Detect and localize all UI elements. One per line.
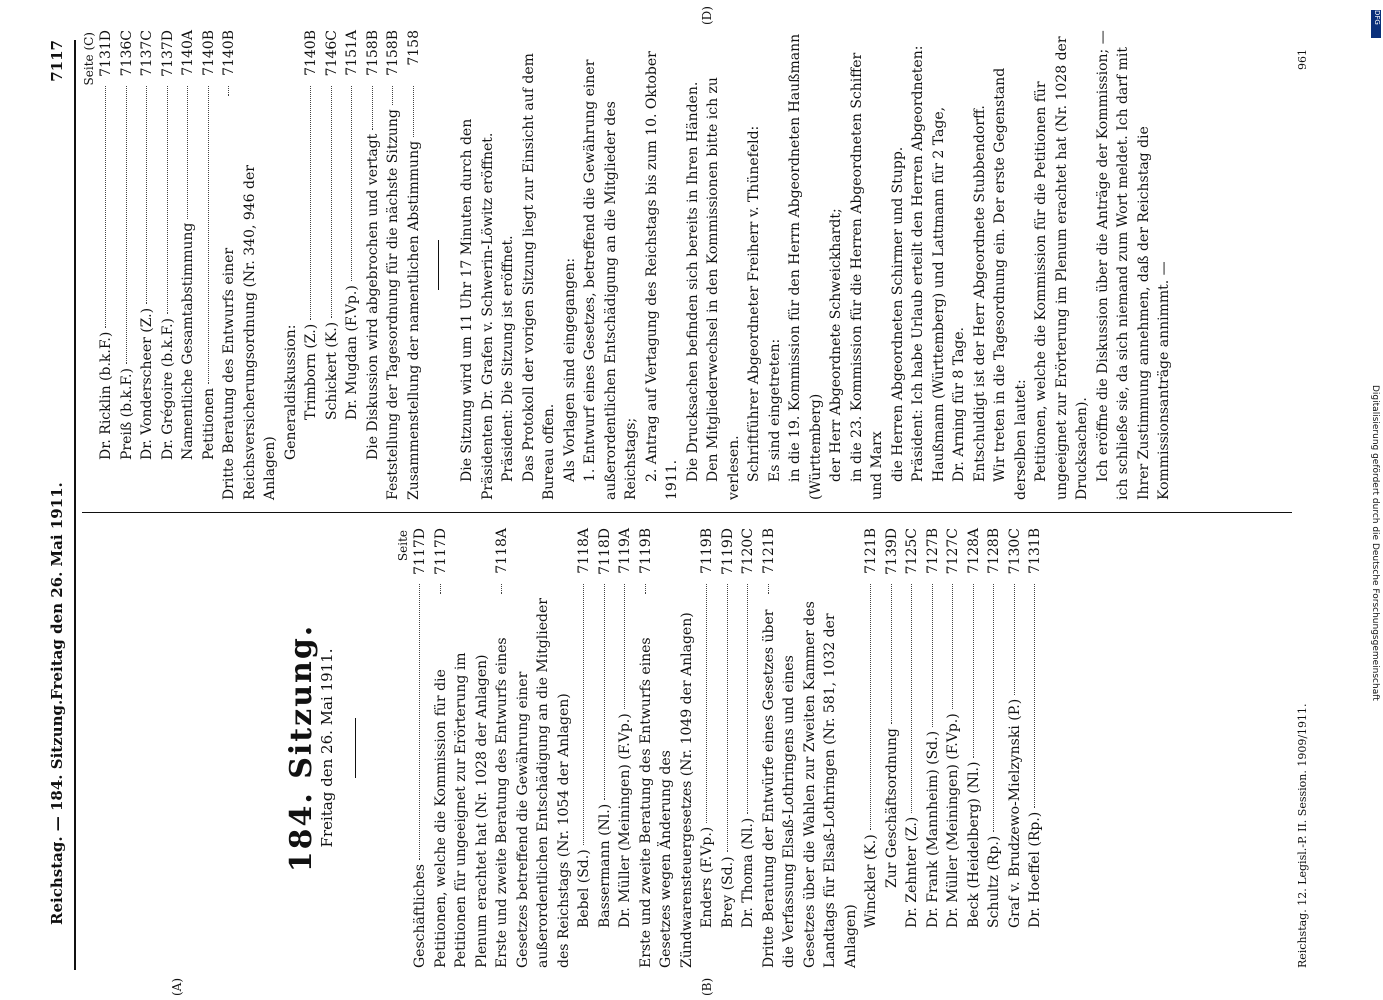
- proceedings-paragraph: Wir treten in die Tagesordnung ein. Der erste Gegenstand derselben lautet:: [992, 67, 1029, 500]
- section-rule: [438, 240, 439, 290]
- toc-entry: [574, 528, 595, 968]
- toc-entry-text: Enders (F.Vp.): [699, 826, 715, 928]
- toc-entry-text: Bassermann (Nl.): [596, 803, 613, 928]
- toc-entry-page: 7121B: [760, 528, 777, 574]
- right-column: [82, 30, 1175, 500]
- dot-leader: [392, 86, 393, 105]
- toc-entry-page: 7137C: [139, 30, 155, 77]
- toc-entry-page: 7117D: [432, 528, 449, 575]
- toc-entry: [943, 528, 964, 968]
- toc-entry: [636, 528, 698, 968]
- toc-entry-text: Schickert (K.): [323, 321, 340, 420]
- toc-entry-page: 7120C: [740, 528, 756, 575]
- proceedings-paragraph: die Herren Abgeordneten Schirmer und Stupp.: [889, 146, 906, 482]
- toc-entry-page: 7139D: [883, 528, 900, 575]
- dot-leader: [768, 584, 769, 594]
- toc-entry-text: Generaldiskussion:: [282, 324, 299, 460]
- proceedings-paragraph: Den Mitgliederwechsel in den Kommissionen bitte ich zu verlesen.: [705, 77, 742, 500]
- toc-entry: [882, 528, 903, 968]
- toc-entry-page: 7130C: [1006, 528, 1023, 575]
- dot-leader: [747, 584, 748, 814]
- dfg-credit-text: Digitalisierung gefördert durch die Deutsche Forschungsgemeinschaft: [1370, 385, 1380, 701]
- toc-entry-page: 7121B: [863, 528, 879, 574]
- toc-entry-page: 7119D: [719, 528, 736, 575]
- toc-entry-text: Preiß (b.k.F.): [118, 368, 135, 460]
- dot-leader: [146, 86, 147, 304]
- toc-entry-page: 7140B: [200, 30, 217, 76]
- toc-entry: [199, 30, 220, 500]
- dot-leader: [167, 86, 168, 314]
- proceedings-paragraph: der Herr Abgeordnete Schweickhardt;: [828, 208, 844, 482]
- dot-leader: [1034, 584, 1035, 808]
- toc-entry-page: 7131B: [1027, 528, 1043, 574]
- toc-entry-text: Die Diskussion wird abgebrochen und vertagt: [364, 133, 381, 460]
- proceedings-paragraph: Petitionen, welche die Kommission für die Petitionen für ungeeignet zur Erörterung im Plenum erachtet hat (Nr. 1028 der Drucksachen).: [1033, 36, 1090, 500]
- toc-entry-text: Schultz (Rp.): [986, 835, 1002, 928]
- dot-leader: [1014, 584, 1015, 695]
- toc-entry-page: 7158: [405, 30, 422, 66]
- toc-entry-page: 7119A: [617, 528, 633, 574]
- proceedings-paragraph: Dr. Arning für 8 Tage.: [951, 327, 967, 482]
- dot-leader: [413, 86, 414, 137]
- dot-leader: [351, 86, 352, 281]
- dot-leader: [501, 584, 502, 594]
- dot-leader: [706, 584, 707, 823]
- proceedings-paragraph: Präsident: Ich habe Urlaub erteilt den Herren Abgeordneten:: [910, 45, 926, 482]
- table-of-contents-right: [96, 30, 424, 500]
- proceedings-paragraph: Die Sitzung wird um 11 Uhr 17 Minuten durch den Präsidenten Dr. Grafen v. Schwerin-Löwitz eröffnet.: [459, 118, 496, 500]
- dot-leader: [727, 584, 728, 852]
- toc-entry-text: Dr. Grégoire (b.k.F.): [159, 318, 176, 460]
- proceedings-text: [457, 30, 1175, 500]
- toc-entry: [410, 528, 431, 968]
- dot-leader: [604, 584, 605, 800]
- toc-entry: [363, 30, 384, 500]
- header-right: [48, 40, 66, 700]
- toc-entry: [964, 528, 985, 968]
- toc-entry-page: 7118A: [494, 528, 510, 574]
- running-header: [48, 40, 70, 970]
- toc-entry: [219, 30, 281, 500]
- proceedings-paragraph: Ich eröffne die Diskussion über die Anträge der Kommission; — ich schließe sie, da sich niemand zum Wort meldet. Ich darf mit Ihrer Zustimmung annehmen, daß der Reichstag die Kommissionsanträge annimmt. —: [1094, 30, 1172, 500]
- toc-entry-text: Dr. Frank (Mannheim) (Sd.): [924, 730, 941, 928]
- proceedings-paragraph: Schriftführer Abgeordneter Freiherr v. Thünefeld:: [746, 125, 762, 482]
- toc-entry-text: Dr. Ricklin (b.k.F.): [98, 331, 114, 460]
- toc-entry-page: 7118A: [576, 528, 592, 574]
- toc-entry-text: Brey (Sd.): [719, 856, 736, 928]
- dot-leader: [952, 584, 953, 709]
- toc-entry-page: 7127B: [924, 528, 941, 574]
- toc-entry-text: Dr. Vonderscheer (Z.): [139, 307, 155, 460]
- table-of-contents-left: [410, 528, 1046, 968]
- dot-leader: [911, 584, 912, 813]
- toc-entry-page: 7118D: [596, 528, 613, 575]
- toc-entry-page: 7128A: [965, 528, 982, 574]
- toc-entry-text: Zusammenstellung der namentlichen Abstimmung: [405, 140, 422, 500]
- dot-leader: [870, 584, 871, 830]
- toc-entry-text: Feststellung der Tagesordnung für die nächste Sitzung: [385, 109, 401, 500]
- margin-mark-b: (B): [700, 977, 714, 996]
- toc-entry-text: Bebel (Sd.): [576, 849, 592, 928]
- toc-entry-page: 7128B: [986, 528, 1002, 574]
- toc-entry: [697, 528, 718, 968]
- title-rule: [355, 718, 356, 778]
- toc-entry-text: Petitionen, welche die Kommission für die Petitionen für ungeeignet zur Erörterung im Plenum erachtet hat (Nr. 1028 der Anlagen): [432, 652, 490, 968]
- toc-entry: [902, 528, 923, 968]
- header-date: Freitag den 26. Mai 1911.: [48, 482, 66, 700]
- dot-leader: [891, 584, 892, 724]
- toc-entry-page: 7140A: [180, 30, 196, 76]
- margin-mark-d: (D): [700, 6, 714, 25]
- toc-entry: [158, 30, 179, 500]
- toc-entry-page: 7140B: [221, 30, 237, 76]
- proceedings-paragraph: 2. Antrag auf Vertagung des Reichstags bis zum 10. Oktober 1911.: [643, 51, 680, 500]
- toc-entry: [492, 528, 574, 968]
- dot-leader: [105, 86, 106, 328]
- dot-leader: [973, 584, 974, 758]
- toc-entry-text: Trimborn (Z.): [303, 323, 319, 420]
- toc-entry: [759, 528, 862, 968]
- sheet-number: 961: [1296, 49, 1309, 70]
- dot-leader: [126, 86, 127, 364]
- dot-leader: [310, 86, 311, 320]
- toc-entry-text: Dritte Beratung der Entwürfe eines Gesetzes über die Verfassung Elsaß-Lothringens und eines Gesetzes über die Wahlen zur Zweiten Kammer des Landtags für Elsaß-Lothringen (Nr. 581, 1032 der Anlagen): [760, 601, 859, 968]
- column-divider: [82, 512, 1292, 513]
- toc-entry-text: Winckler (K.): [863, 834, 879, 928]
- toc-entry: [1005, 528, 1026, 968]
- dot-leader: [624, 584, 625, 709]
- proceedings-paragraph: 1. Entwurf eines Gesetzes, betreffend die Gewährung einer außerordentlichen Entschädigung an die Mitglieder des Reichstags;: [582, 59, 639, 500]
- toc-entry-text: Dr. Mugdan (F.Vp.): [344, 285, 360, 420]
- toc-entry-page: 7119B: [699, 528, 715, 574]
- toc-entry-text: Erste und zweite Beratung des Entwurfs eines Gesetzes wegen Änderung des Zündwarensteuergesetzes (Nr. 1049 der Anlagen): [637, 612, 695, 968]
- toc-entry: [923, 528, 944, 968]
- toc-entry-page: 7119B: [637, 528, 654, 574]
- toc-entry-text: Dr. Müller (Meiningen) (F.Vp.): [617, 713, 633, 928]
- margin-mark-a: (A): [170, 977, 184, 996]
- proceedings-paragraph: Präsident: Die Sitzung ist eröffnet.: [500, 235, 516, 482]
- toc-entry: [595, 528, 616, 968]
- toc-entry: [431, 528, 493, 968]
- proceedings-paragraph: Das Protokoll der vorigen Sitzung liegt zur Einsicht auf dem Bureau offen.: [520, 53, 557, 500]
- toc-entry-text: Dr. Hoeffel (Rp.): [1027, 811, 1043, 928]
- proceedings-paragraph: Entschuldigt ist der Herr Abgeordnete Stubbendorff.: [971, 105, 988, 482]
- toc-entry: [404, 30, 425, 500]
- toc-entry-text: Graf v. Brudzewo-Mielzynski (P.): [1006, 698, 1023, 928]
- toc-entry-page: 7136C: [118, 30, 135, 77]
- session-date: Freitag den 26. Mai 1911.: [317, 648, 336, 848]
- proceedings-paragraph: Haußmann (Württemberg) und Lattmann für 2 Tage,: [930, 106, 947, 482]
- toc-entry-text: Zur Geschäftsordnung: [883, 728, 900, 888]
- proceedings-paragraph: in die 23. Kommission für die Herren Abgeordneten Schiffer und Marx: [848, 52, 885, 500]
- dot-leader: [993, 584, 994, 832]
- right-seite-label: Seite (C): [82, 32, 96, 86]
- toc-entry: [984, 528, 1005, 968]
- toc-entry: [117, 30, 138, 500]
- toc-entry: [178, 30, 199, 500]
- toc-entry-page: 7117D: [412, 528, 428, 575]
- header-page-number: 7117: [48, 40, 66, 82]
- toc-entry-text: Petitionen: [200, 387, 217, 460]
- dot-leader: [645, 584, 646, 594]
- toc-entry-page: 7137D: [159, 30, 176, 77]
- dot-leader: [583, 584, 584, 845]
- toc-entry-page: 7151A: [344, 30, 360, 76]
- toc-entry-text: Erste und zweite Beratung des Entwurfs eines Gesetzes betreffend die Gewährung einer außerordentlichen Entschädigung an die Mitglieder des Reichstags (Nr. 1054 der Anlagen): [494, 598, 572, 968]
- header-left: Reichstag. — 184. Sitzung.: [48, 699, 66, 925]
- toc-entry: [861, 528, 882, 968]
- left-column: [82, 528, 1046, 968]
- dot-leader: [372, 86, 373, 130]
- toc-entry: [615, 528, 636, 968]
- toc-entry-text: Dritte Beratung des Entwurfs einer Reichsversicherungsordnung (Nr. 340, 946 der Anlagen): [221, 165, 278, 500]
- toc-entry: [281, 30, 302, 500]
- dot-leader: [419, 584, 420, 860]
- toc-entry-page: 7140B: [303, 30, 319, 76]
- proceedings-paragraph: in die 19. Kommission für den Herrn Abgeordneten Haußmann (Württemberg): [787, 33, 824, 500]
- dfg-credit: [1367, 385, 1383, 701]
- proceedings-paragraph: Es sind eingetreten:: [766, 338, 783, 482]
- proceedings-paragraph: Als Vorlagen sind eingegangen:: [561, 257, 578, 482]
- toc-entry-text: Dr. Müller (Meiningen) (F.Vp.): [945, 713, 961, 928]
- footer-note: Reichstag. 12. Legisl.-P. II. Session. 1909/1911.: [1296, 703, 1309, 968]
- toc-entry: [342, 30, 363, 500]
- toc-entry-page: 7158B: [385, 30, 401, 76]
- dot-leader: [331, 86, 332, 318]
- toc-entry-page: 7131D: [98, 30, 114, 77]
- dot-leader: [440, 584, 441, 594]
- toc-entry: [1025, 528, 1046, 968]
- toc-entry-page: 7127C: [945, 528, 961, 575]
- toc-entry-page: 7158B: [364, 30, 381, 76]
- toc-entry-page: 7146C: [323, 30, 340, 77]
- dot-leader: [187, 86, 188, 219]
- proceedings-paragraph: Die Drucksachen befinden sich bereits in Ihren Händen.: [684, 81, 701, 482]
- dot-leader: [932, 584, 933, 727]
- toc-entry: [738, 528, 759, 968]
- toc-entry: [301, 30, 322, 500]
- toc-entry: [96, 30, 117, 500]
- dfg-logo-text: DFG: [1373, 10, 1381, 25]
- session-title: 184. Sitzung.: [284, 623, 319, 873]
- toc-entry: [137, 30, 158, 500]
- toc-entry-text: Geschäftliches: [412, 864, 428, 968]
- toc-entry: [383, 30, 404, 500]
- dfg-logo: [1371, 10, 1381, 38]
- toc-entry-text: Dr. Zehnter (Z.): [904, 816, 920, 928]
- toc-entry-page: 7125C: [904, 528, 920, 575]
- toc-entry-text: Beck (Heidelberg) (Nl.): [965, 761, 982, 928]
- toc-entry: [322, 30, 343, 500]
- toc-entry-text: Dr. Thoma (Nl.): [740, 817, 756, 928]
- dot-leader: [228, 86, 229, 96]
- toc-entry: [718, 528, 739, 968]
- toc-entry-text: Namentliche Gesamtabstimmung: [180, 222, 196, 460]
- header-rule: [74, 40, 76, 970]
- seite-label: Seite: [396, 530, 410, 562]
- dot-leader: [208, 86, 209, 384]
